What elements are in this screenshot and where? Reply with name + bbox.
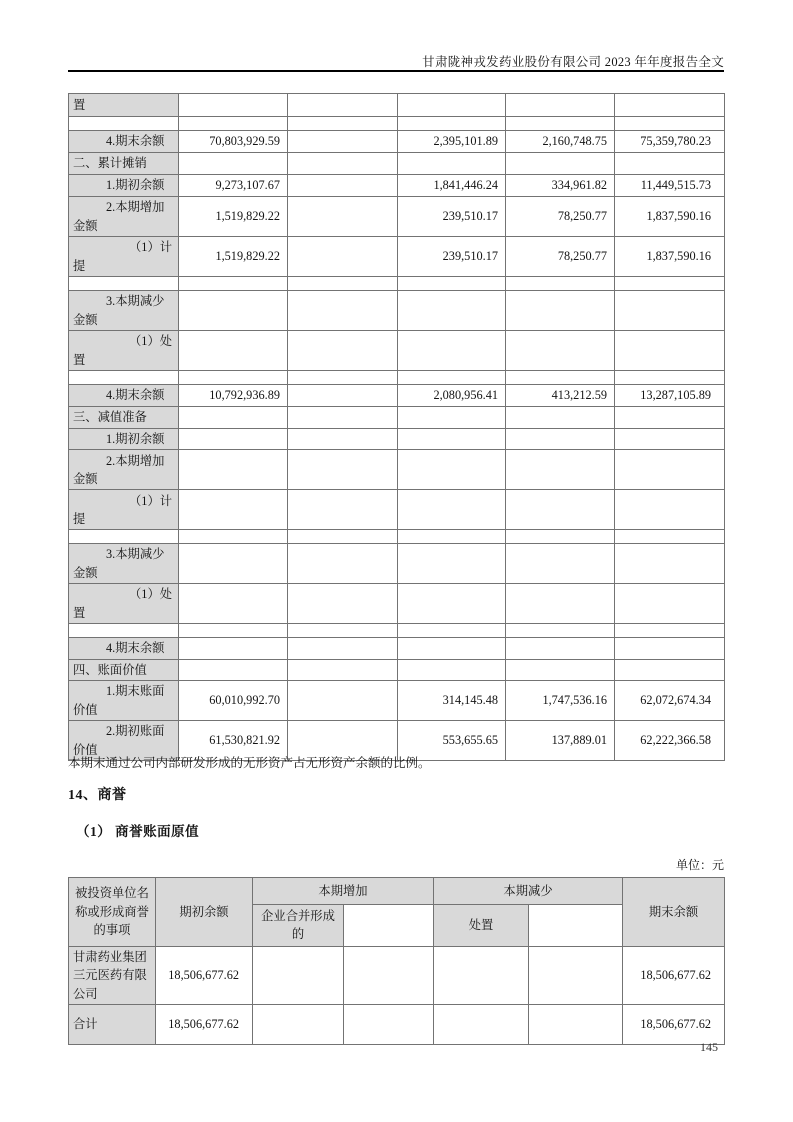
value-cell: 9,273,107.67 [179, 175, 288, 197]
value-cell [179, 450, 288, 490]
value-cell: 62,072,674.34 [615, 681, 725, 721]
value-cell: 70,803,929.59 [179, 131, 288, 153]
value-cell [288, 530, 398, 544]
value-cell [506, 544, 615, 584]
value-cell [398, 331, 506, 371]
spacer-row [69, 530, 725, 544]
value-cell [615, 291, 725, 331]
value-cell [288, 407, 398, 429]
table-row [69, 450, 725, 490]
table-row [69, 946, 725, 1004]
value-cell [288, 175, 398, 197]
value-cell [253, 946, 344, 1004]
row-label-cell: 三、减值准备 [69, 407, 179, 429]
spacer-row [69, 371, 725, 385]
value-cell [288, 94, 398, 117]
value-cell [179, 407, 288, 429]
value-cell [179, 277, 288, 291]
value-cell [398, 638, 506, 659]
value-cell [288, 659, 398, 680]
value-cell: 413,212.59 [506, 385, 615, 407]
value-cell: 1,841,446.24 [398, 175, 506, 197]
table-row [69, 681, 725, 721]
value-cell: 11,449,515.73 [615, 175, 725, 197]
value-cell [506, 584, 615, 624]
value-cell [179, 638, 288, 659]
value-cell [179, 429, 288, 450]
value-cell: 78,250.77 [506, 197, 615, 237]
value-cell [398, 659, 506, 680]
goodwill-table [68, 877, 725, 1045]
row-label-cell: 置 [69, 94, 179, 117]
row-label-cell: 1.期末账面价值 [69, 681, 179, 721]
table-row [69, 385, 725, 407]
value-cell [398, 407, 506, 429]
value-cell [398, 530, 506, 544]
row-label-cell: 3.本期减少金额 [69, 291, 179, 331]
value-cell [615, 530, 725, 544]
value-cell [506, 94, 615, 117]
goodwill-header-entity: 被投资单位名称或形成商誉的事项 [69, 878, 156, 947]
value-cell [434, 946, 529, 1004]
value-cell [506, 153, 615, 175]
value-cell [179, 530, 288, 544]
subsection-title: （1） 商誉账面原值 [76, 824, 200, 839]
value-cell [615, 407, 725, 429]
value-cell [434, 1005, 529, 1045]
goodwill-header-increase-other [344, 905, 434, 947]
value-cell [179, 490, 288, 530]
value-cell: 18,506,677.62 [623, 1005, 725, 1045]
value-cell: 62,222,366.58 [615, 721, 725, 761]
table-row [69, 490, 725, 530]
value-cell [615, 429, 725, 450]
row-label-cell: 合计 [69, 1005, 156, 1045]
value-cell: 61,530,821.92 [179, 721, 288, 761]
value-cell [288, 544, 398, 584]
row-label-cell [69, 277, 179, 291]
value-cell [288, 681, 398, 721]
value-cell [288, 624, 398, 638]
row-label-cell: （1）处置 [69, 331, 179, 371]
value-cell [344, 946, 434, 1004]
value-cell [615, 450, 725, 490]
table-row [69, 429, 725, 450]
value-cell [615, 624, 725, 638]
value-cell: 10,792,936.89 [179, 385, 288, 407]
row-label-cell: 甘肃药业集团三元医药有限公司 [69, 946, 156, 1004]
spacer-row [69, 117, 725, 131]
value-cell [179, 624, 288, 638]
row-label-cell: 2.本期增加金额 [69, 450, 179, 490]
table-row [69, 291, 725, 331]
value-cell [506, 450, 615, 490]
table-row [69, 638, 725, 659]
document-header-title: 甘肃陇神戎发药业股份有限公司 2023 年年度报告全文 [422, 55, 724, 69]
value-cell [179, 659, 288, 680]
row-label-cell [69, 624, 179, 638]
table-row [69, 659, 725, 680]
goodwill-header-increase-group: 本期增加 [253, 878, 434, 905]
value-cell: 1,747,536.16 [506, 681, 615, 721]
value-cell [179, 291, 288, 331]
intangible-assets-table [68, 93, 725, 761]
page-number: 145 [700, 1040, 718, 1054]
value-cell [288, 197, 398, 237]
value-cell [615, 371, 725, 385]
table-row [69, 331, 725, 371]
value-cell [288, 638, 398, 659]
value-cell [398, 624, 506, 638]
row-label-cell: 二、累计摊销 [69, 153, 179, 175]
section-title: 14、商誉 [68, 788, 127, 803]
value-cell: 75,359,780.23 [615, 131, 725, 153]
value-cell [288, 291, 398, 331]
value-cell: 1,837,590.16 [615, 237, 725, 277]
value-cell [529, 1005, 623, 1045]
value-cell [398, 584, 506, 624]
value-cell [288, 277, 398, 291]
goodwill-header-decrease-group: 本期减少 [434, 878, 623, 905]
value-cell [506, 429, 615, 450]
value-cell [506, 624, 615, 638]
row-label-cell: 2.本期增加金额 [69, 197, 179, 237]
value-cell [288, 131, 398, 153]
goodwill-header-business-merger: 企业合并形成的 [253, 905, 344, 947]
value-cell [615, 638, 725, 659]
value-cell [506, 638, 615, 659]
value-cell [615, 117, 725, 131]
row-label-cell: 4.期末余额 [69, 131, 179, 153]
value-cell [615, 153, 725, 175]
row-label-cell: 1.期初余额 [69, 175, 179, 197]
table-row [69, 407, 725, 429]
goodwill-header-row-1 [69, 878, 725, 905]
value-cell: 314,145.48 [398, 681, 506, 721]
row-label-cell: 四、账面价值 [69, 659, 179, 680]
value-cell [398, 277, 506, 291]
value-cell [506, 659, 615, 680]
value-cell: 1,837,590.16 [615, 197, 725, 237]
value-cell [506, 277, 615, 291]
value-cell: 60,010,992.70 [179, 681, 288, 721]
value-cell [288, 429, 398, 450]
row-label-cell [69, 117, 179, 131]
value-cell: 553,655.65 [398, 721, 506, 761]
value-cell [179, 153, 288, 175]
table-footnote: 本期末通过公司内部研发形成的无形资产占无形资产余额的比例。 [68, 756, 431, 770]
value-cell [179, 331, 288, 371]
table-row [69, 237, 725, 277]
value-cell [615, 659, 725, 680]
goodwill-header-closing-balance: 期末余额 [623, 878, 725, 947]
value-cell [615, 94, 725, 117]
value-cell [615, 277, 725, 291]
table-row [69, 584, 725, 624]
goodwill-header-decrease-other [529, 905, 623, 947]
value-cell [179, 371, 288, 385]
value-cell: 334,961.82 [506, 175, 615, 197]
value-cell [615, 490, 725, 530]
row-label-cell: 3.本期减少金额 [69, 544, 179, 584]
row-label-cell: （1）处置 [69, 584, 179, 624]
table-row [69, 131, 725, 153]
value-cell [506, 407, 615, 429]
value-cell [615, 584, 725, 624]
value-cell [288, 237, 398, 277]
value-cell [179, 117, 288, 131]
table-row [69, 1005, 725, 1045]
header-divider [68, 70, 724, 72]
value-cell [179, 544, 288, 584]
table-row [69, 197, 725, 237]
value-cell [398, 371, 506, 385]
value-cell [253, 1005, 344, 1045]
value-cell [288, 490, 398, 530]
value-cell: 18,506,677.62 [623, 946, 725, 1004]
value-cell [529, 946, 623, 1004]
document-header [68, 52, 724, 70]
value-cell: 1,519,829.22 [179, 237, 288, 277]
value-cell: 2,080,956.41 [398, 385, 506, 407]
row-label-cell: 4.期末余额 [69, 638, 179, 659]
row-label-cell: 4.期末余额 [69, 385, 179, 407]
value-cell [398, 450, 506, 490]
value-cell [506, 371, 615, 385]
spacer-row [69, 277, 725, 291]
value-cell: 2,160,748.75 [506, 131, 615, 153]
value-cell [506, 117, 615, 131]
value-cell [398, 153, 506, 175]
value-cell: 78,250.77 [506, 237, 615, 277]
row-label-cell [69, 371, 179, 385]
row-label-cell: （1）计提 [69, 237, 179, 277]
value-cell: 18,506,677.62 [156, 1005, 253, 1045]
value-cell [398, 490, 506, 530]
table-row [69, 175, 725, 197]
value-cell: 13,287,105.89 [615, 385, 725, 407]
spacer-row [69, 624, 725, 638]
value-cell [288, 385, 398, 407]
goodwill-header-opening-balance: 期初余额 [156, 878, 253, 947]
value-cell [398, 94, 506, 117]
value-cell [344, 1005, 434, 1045]
value-cell [288, 153, 398, 175]
value-cell [506, 291, 615, 331]
unit-label: 单位：元 [675, 858, 724, 872]
value-cell [506, 530, 615, 544]
value-cell: 1,519,829.22 [179, 197, 288, 237]
table-row [69, 544, 725, 584]
value-cell [179, 584, 288, 624]
table-row [69, 153, 725, 175]
value-cell [288, 331, 398, 371]
value-cell [398, 117, 506, 131]
value-cell [288, 371, 398, 385]
row-label-cell: 1.期初余额 [69, 429, 179, 450]
table-row [69, 94, 725, 117]
value-cell [506, 331, 615, 371]
value-cell: 137,889.01 [506, 721, 615, 761]
value-cell [288, 117, 398, 131]
row-label-cell [69, 530, 179, 544]
value-cell: 18,506,677.62 [156, 946, 253, 1004]
value-cell [179, 94, 288, 117]
value-cell: 2,395,101.89 [398, 131, 506, 153]
value-cell [398, 429, 506, 450]
value-cell: 239,510.17 [398, 237, 506, 277]
row-label-cell: 2.期初账面价值 [69, 721, 179, 761]
value-cell [398, 544, 506, 584]
goodwill-header-disposal: 处置 [434, 905, 529, 947]
value-cell [288, 584, 398, 624]
row-label-cell: （1）计提 [69, 490, 179, 530]
value-cell [615, 544, 725, 584]
value-cell: 239,510.17 [398, 197, 506, 237]
value-cell [288, 450, 398, 490]
value-cell [398, 291, 506, 331]
value-cell [506, 490, 615, 530]
value-cell [615, 331, 725, 371]
